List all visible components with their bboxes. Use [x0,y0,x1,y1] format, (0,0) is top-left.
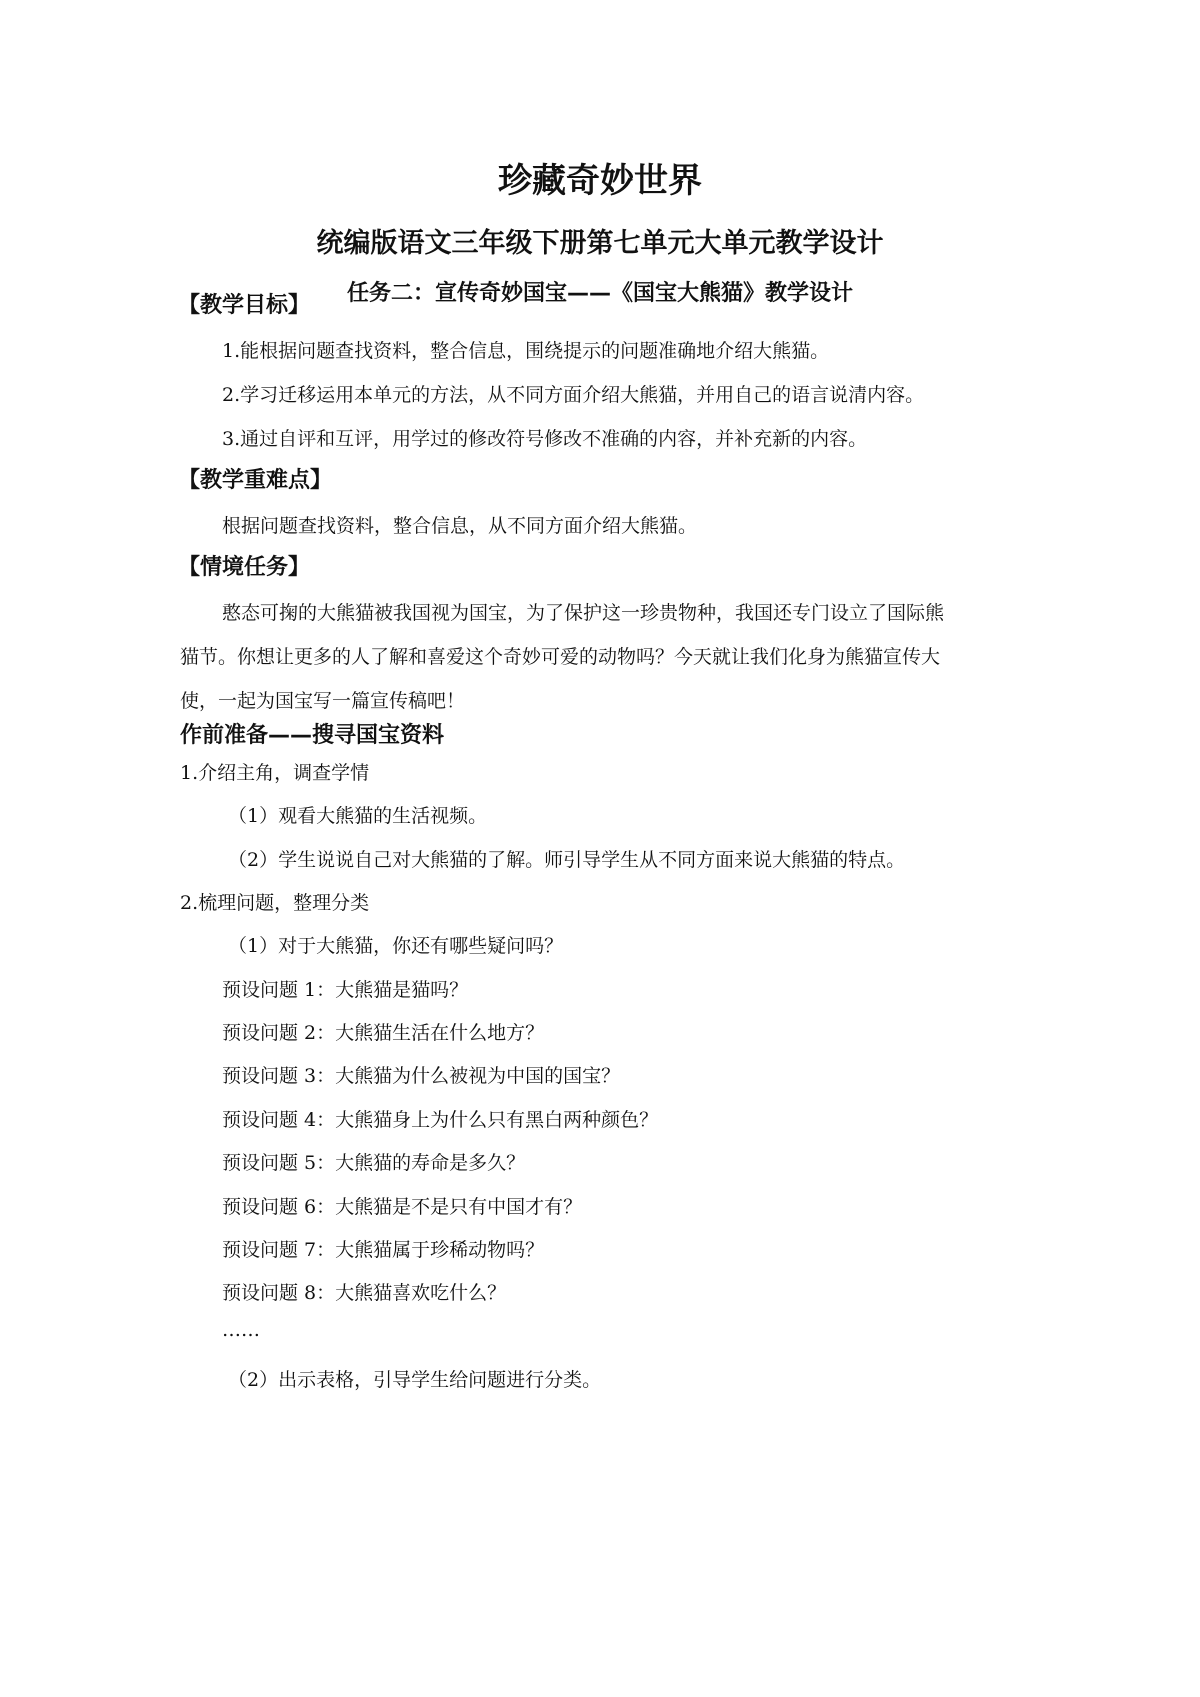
goals-heading: 【教学目标】 [178,293,311,318]
step-title: 2.梳理问题，整理分类 [180,892,370,914]
step-item: （2）学生说说自己对大熊猫的了解。师引导学生从不同方面来说大熊猫的特点。 [228,849,906,871]
document-title: 珍藏奇妙世界 [498,161,702,201]
preset-question: 预设问题 7：大熊猫属于珍稀动物吗？ [222,1239,545,1261]
preset-question: 预设问题 4：大熊猫身上为什么只有黑白两种颜色？ [222,1109,659,1131]
preset-question: 预设问题 8：大熊猫喜欢吃什么？ [222,1282,507,1304]
preset-question: 预设问题 1：大熊猫是猫吗？ [222,979,469,1001]
key-points-heading: 【教学重难点】 [178,468,333,493]
step-item: （1）对于大熊猫，你还有哪些疑问吗？ [228,935,564,957]
preparation-heading: 作前准备——搜寻国宝资料 [180,723,445,748]
preset-question: 预设问题 5：大熊猫的寿命是多久？ [222,1152,526,1174]
key-points-text: 根据问题查找资料，整合信息，从不同方面介绍大熊猫。 [222,515,698,537]
preset-question: 预设问题 2：大熊猫生活在什么地方？ [222,1022,545,1044]
situation-line: 憨态可掬的大熊猫被我国视为国宝，为了保护这一珍贵物种，我国还专门设立了国际熊 [222,602,945,624]
goal-item: 3.通过自评和互评，用学过的修改符号修改不准确的内容，并补充新的内容。 [222,428,868,450]
situation-line: 猫节。你想让更多的人了解和喜爱这个奇妙可爱的动物吗？今天就让我们化身为熊猫宣传大 [180,646,941,668]
ellipsis: …… [222,1319,260,1341]
step-item: （1）观看大熊猫的生活视频。 [228,805,488,827]
preset-question: 预设问题 3：大熊猫为什么被视为中国的国宝？ [222,1065,621,1087]
document-subtitle: 统编版语文三年级下册第七单元大单元教学设计 [316,228,884,259]
goal-item: 1.能根据问题查找资料，整合信息，围绕提示的问题准确地介绍大熊猫。 [222,340,830,362]
goal-item: 2.学习迁移运用本单元的方法，从不同方面介绍大熊猫，并用自己的语言说清内容。 [222,384,925,406]
situation-heading: 【情境任务】 [178,555,311,580]
step-item: （2）出示表格，引导学生给问题进行分类。 [228,1369,602,1391]
situation-line: 使，一起为国宝写一篇宣传稿吧！ [180,690,466,712]
task-title: 任务二：宣传奇妙国宝——《国宝大熊猫》教学设计 [346,281,853,306]
preset-question: 预设问题 6：大熊猫是不是只有中国才有？ [222,1196,583,1218]
step-title: 1.介绍主角，调查学情 [180,762,370,784]
